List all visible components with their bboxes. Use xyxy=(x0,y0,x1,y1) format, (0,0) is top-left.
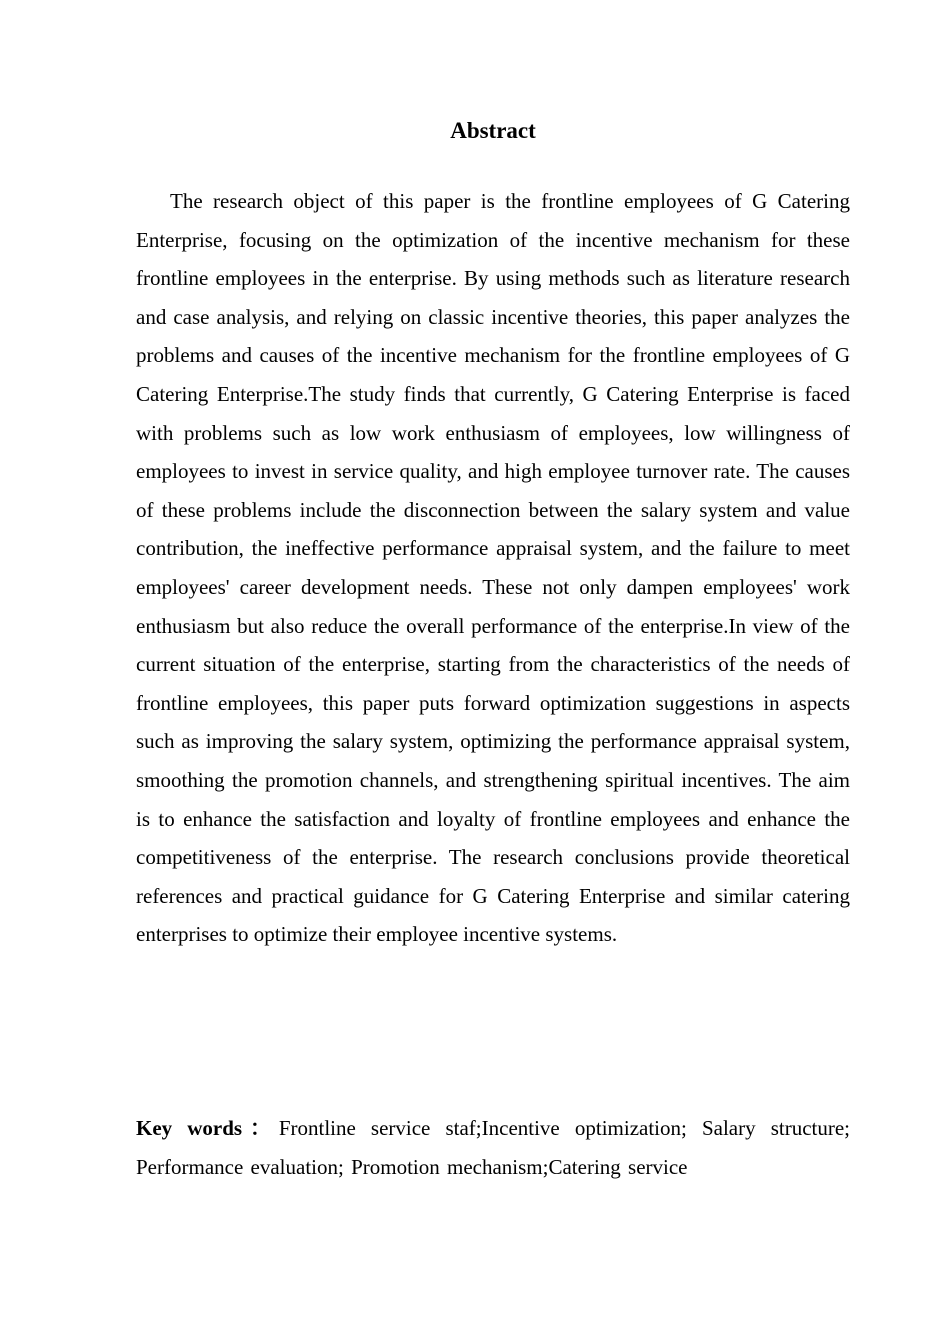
keywords-paragraph xyxy=(136,1109,850,1186)
abstract-body: The research object of this paper is the frontline employees of G Catering Enterprise, focusing on the optimization of the incentive mechanism for these frontline employees in the enterprise. By using methods such as literature research and case analysis, and relying on classic incentive theories, this paper analyzes the problems and causes of the incentive mechanism for the frontline employees of G Catering Enterprise.The study finds that currently, G Catering Enterprise is faced with problems such as low work enthusiasm of employees, low willingness of employees to invest in service quality, and high employee turnover rate. The causes of these problems include the disconnection between the salary system and value contribution, the ineffective performance appraisal system, and the failure to meet employees' career development needs. These not only dampen employees' work enthusiasm but also reduce the overall performance of the enterprise.In view of the current situation of the enterprise, starting from the characteristics of the needs of frontline employees, this paper puts forward optimization suggestions in aspects such as improving the salary system, optimizing the performance appraisal system, smoothing the promotion channels, and strengthening spiritual incentives. The aim is to enhance the satisfaction and loyalty of frontline employees and enhance the competitiveness of the enterprise. The research conclusions provide theoretical references and practical guidance for G Catering Enterprise and similar catering enterprises to optimize their employee incentive systems. xyxy=(136,189,850,947)
keywords-text: Frontline service staf;Incentive optimization; Salary structure; Performance evaluation; Promotion mechanism;Catering service xyxy=(136,1116,850,1179)
keywords-label: Key words： xyxy=(136,1116,279,1140)
abstract-title: Abstract xyxy=(450,118,536,143)
